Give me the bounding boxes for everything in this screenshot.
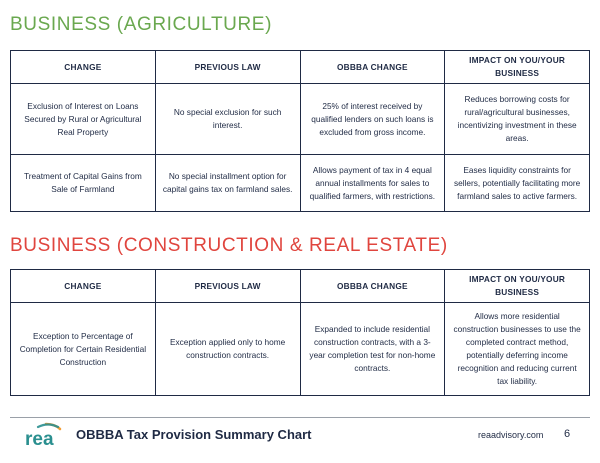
- cell-obbba-change: Expanded to include residential construction contracts, with a 3-year completion test for non-home contracts.: [300, 303, 445, 396]
- logo-text: rea: [25, 429, 54, 449]
- footer-divider: [10, 417, 590, 418]
- column-header-impact: IMPACT ON YOU/YOUR BUSINESS: [445, 51, 590, 84]
- table-header-row: [11, 270, 590, 303]
- column-header-obbba-change: OBBBA CHANGE: [300, 51, 445, 84]
- cell-previous-law: Exception applied only to home construction contracts.: [155, 303, 300, 396]
- table-row: [11, 303, 590, 396]
- cell-change: Treatment of Capital Gains from Sale of Farmland: [11, 155, 156, 212]
- column-header-change: CHANGE: [11, 270, 156, 303]
- footer-title: OBBBA Tax Provision Summary Chart: [76, 427, 312, 442]
- cell-previous-law: No special installment option for capital gains tax on farmland sales.: [155, 155, 300, 212]
- table-row: [11, 84, 590, 155]
- cell-change: Exclusion of Interest on Loans Secured by Rural or Agricultural Real Property: [11, 84, 156, 155]
- column-header-obbba-change: OBBBA CHANGE: [300, 270, 445, 303]
- table-row: [11, 155, 590, 212]
- cell-impact: Reduces borrowing costs for rural/agricultural businesses, incentivizing investment in these areas.: [445, 84, 590, 155]
- table-header-row: [11, 51, 590, 84]
- logo-arc-teal: [38, 425, 58, 428]
- cell-obbba-change: Allows payment of tax in 4 equal annual installments for sales to qualified farmers, with restrictions.: [300, 155, 445, 212]
- rea-logo: [24, 421, 66, 449]
- footer-website[interactable]: reaadvisory.com: [478, 430, 544, 440]
- construction-table: [10, 269, 590, 396]
- column-header-impact: IMPACT ON YOU/YOUR BUSINESS: [445, 270, 590, 303]
- cell-previous-law: No special exclusion for such interest.: [155, 84, 300, 155]
- cell-impact: Eases liquidity constraints for sellers, potentially facilitating more farmland sales to active farmers.: [445, 155, 590, 212]
- section-title-agriculture: BUSINESS (AGRICULTURE): [10, 14, 272, 35]
- section-title-construction: BUSINESS (CONSTRUCTION & REAL ESTATE): [10, 235, 448, 256]
- cell-change: Exception to Percentage of Completion for Certain Residential Construction: [11, 303, 156, 396]
- column-header-previous-law: PREVIOUS LAW: [155, 51, 300, 84]
- cell-impact: Allows more residential construction businesses to use the completed contract method, potentially deferring income recognition and reducing current tax liability.: [445, 303, 590, 396]
- column-header-change: CHANGE: [11, 51, 156, 84]
- column-header-previous-law: PREVIOUS LAW: [155, 270, 300, 303]
- cell-obbba-change: 25% of interest received by qualified lenders on such loans is excluded from gross income.: [300, 84, 445, 155]
- page-number: 6: [564, 428, 571, 440]
- agriculture-table: [10, 50, 590, 212]
